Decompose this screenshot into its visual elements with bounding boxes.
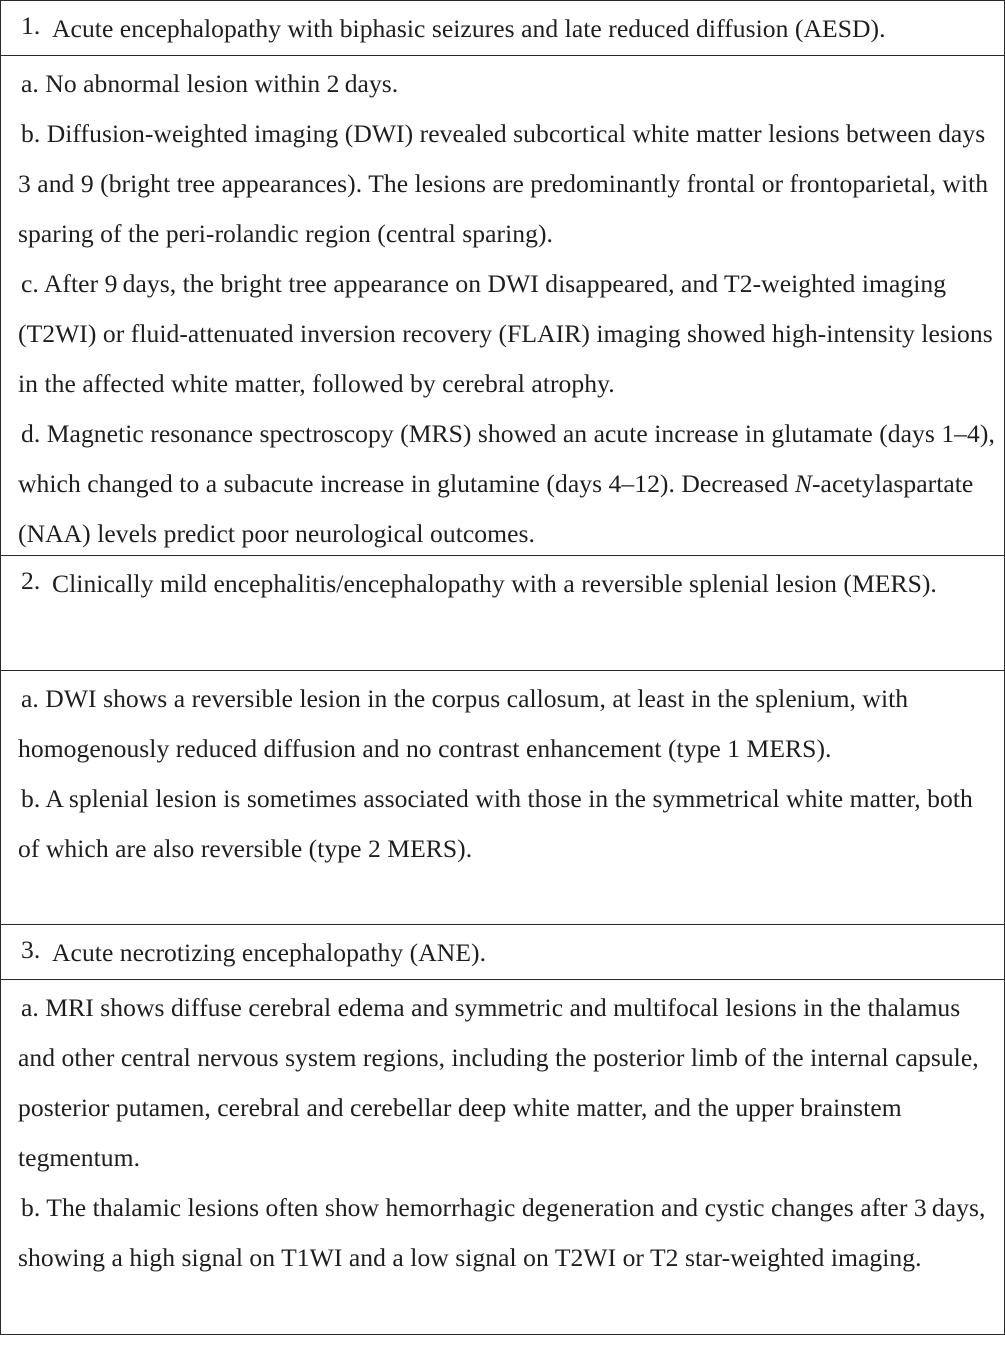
section-3-body <box>1 980 1004 1335</box>
section-1-item-c: c. After 9 days, the bright tree appearance on DWI disappeared, and T2-weighted imaging (T2WI) or fluid-attenuated inversion recovery (FLAIR) imaging showed high-intensity lesions in the affected white matter, followed by cerebral atrophy. <box>18 269 993 398</box>
section-2-item-b: b. A splenial lesion is sometimes associated with those in the symmetrical white matter, both of which are also reversible (type 2 MERS). <box>18 784 973 863</box>
section-1-title: Acute encephalopathy with biphasic seizures and late reduced diffusion (AESD). <box>52 14 886 43</box>
section-1-body <box>1 56 1004 556</box>
section-3-number: 3. <box>21 935 41 964</box>
section-3-item-b: b. The thalamic lesions often show hemorrhagic degeneration and cystic changes after 3 days, showing a high signal on T1WI and a low signal on T2WI or T2 star-weighted imaging. <box>18 1193 986 1272</box>
section-3-title: Acute necrotizing encephalopathy (ANE). <box>52 938 487 967</box>
section-2-title: Clinically mild encephalitis/encephalopathy with a reversible splenial lesion (MERS). <box>52 569 937 598</box>
section-2-heading <box>1 556 1004 671</box>
section-2-number: 2. <box>21 566 41 595</box>
section-1-item-b: b. Diffusion-weighted imaging (DWI) revealed subcortical white matter lesions between days 3 and 9 (bright tree appearances). The lesions are predominantly frontal or frontoparietal, with sparing of the peri-rolandic region (central sparing). <box>18 119 989 248</box>
section-3-item-a: a. MRI shows diffuse cerebral edema and symmetric and multifocal lesions in the thalamus and other central nervous system regions, including the posterior limb of the internal capsule, posterior putamen, cerebral and cerebellar deep white matter, and the upper brainstem tegmentum. <box>18 993 979 1172</box>
italic-n: N <box>794 469 812 498</box>
section-2-body <box>1 671 1004 925</box>
section-3-heading <box>1 925 1004 980</box>
section-1-heading <box>1 1 1004 56</box>
section-1-item-a: a. No abnormal lesion within 2 days. <box>21 69 399 98</box>
section-1-item-d: d. Magnetic resonance spectroscopy (MRS) showed an acute increase in glutamate (days 1–4), which changed to a subacute increase in glutamine (days 4–12). Decreased N-acetylaspartate (NAA) levels predict poor neurological outcomes. <box>18 419 995 548</box>
section-2-item-a: a. DWI shows a reversible lesion in the corpus callosum, at least in the splenium, with homogenously reduced diffusion and no contrast enhancement (type 1 MERS). <box>18 684 909 763</box>
section-1-number: 1. <box>21 11 41 40</box>
